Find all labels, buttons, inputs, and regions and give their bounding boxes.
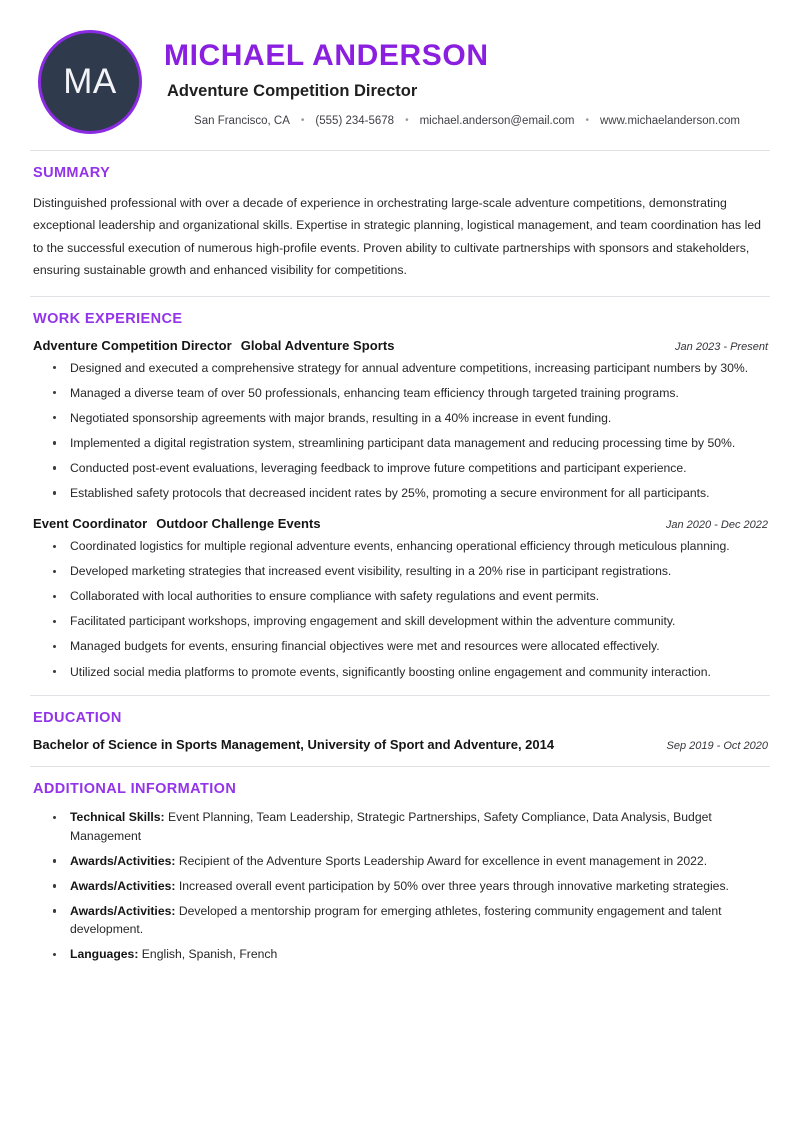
section-title-additional-information: ADDITIONAL INFORMATION xyxy=(33,781,237,798)
list-item: Implemented a digital registration system, streamlining participant data management and reducing processing time by 50%. xyxy=(52,434,770,453)
list-item: Managed budgets for events, ensuring financial objectives were met and resources were allocated effectively. xyxy=(52,637,770,656)
contact-line xyxy=(164,115,776,127)
section-work-experience xyxy=(30,297,770,682)
info-value: Developed a mentorship program for emerging athletes, fostering community engagement and talent development. xyxy=(70,903,722,937)
info-value: Recipient of the Adventure Sports Leadership Award for excellence in event management in 2022. xyxy=(178,853,708,868)
summary-text: Distinguished professional with over a decade of experience in orchestrating large-scale adventure competitions, demonstrating exceptional leadership and organizational skills. Expertise in strategic planning, logistical management, and team coordination has led to the successful execution of numerous high-profile events. Proven ability to cultivate partnerships with sponsors and stakeholders, ensuring sustainable growth and enhanced visibility for competitions. xyxy=(33,196,761,278)
section-additional-information xyxy=(30,767,770,964)
job-bullet-list xyxy=(30,359,770,503)
contact-separator-icon: • xyxy=(300,114,305,126)
job-heading xyxy=(33,516,321,531)
contact-phone[interactable]: (555) 234-5678 xyxy=(315,114,395,127)
job-dates: Jan 2020 - Dec 2022 xyxy=(665,519,768,532)
info-value: Event Planning, Team Leadership, Strategic Partnerships, Safety Compliance, Data Analysis, Budget Management xyxy=(70,810,712,843)
page-title: MICHAEL ANDERSON xyxy=(164,39,489,73)
list-item: Managed a diverse team of over 50 professionals, enhancing team efficiency through targeted training programs. xyxy=(52,384,770,403)
contact-email[interactable]: michael.anderson@email.com xyxy=(419,114,575,127)
list-item xyxy=(52,902,770,939)
list-item: Conducted post-event evaluations, leveraging feedback to improve future competitions and participant experience. xyxy=(52,459,770,478)
job-bullet-list xyxy=(30,537,770,681)
list-item xyxy=(52,808,770,845)
section-title-work-experience: WORK EXPERIENCE xyxy=(33,310,183,327)
job-heading xyxy=(33,338,395,353)
job-dates: Jan 2023 - Present xyxy=(675,340,768,353)
job-entry xyxy=(30,516,770,681)
avatar-initials: MA xyxy=(63,62,117,101)
additional-info-list xyxy=(30,808,770,964)
contact-separator-icon: • xyxy=(405,114,409,126)
list-item: Negotiated sponsorship agreements with major brands, resulting in a 40% increase in event funding. xyxy=(52,409,770,428)
section-education xyxy=(30,696,770,752)
job-company: Global Adventure Sports xyxy=(240,337,395,353)
contact-separator-icon: • xyxy=(585,114,589,126)
header-job-title: Adventure Competition Director xyxy=(167,81,418,100)
education-dates: Sep 2019 - Oct 2020 xyxy=(666,740,768,753)
job-header xyxy=(33,338,768,353)
education-degree: Bachelor of Science in Sports Management, University of Sport and Adventure, 2014 xyxy=(33,737,555,753)
list-item xyxy=(52,852,770,871)
job-position: Adventure Competition Director xyxy=(33,337,232,353)
job-company: Outdoor Challenge Events xyxy=(156,516,321,532)
contact-location: San Francisco, CA xyxy=(194,114,290,127)
list-item xyxy=(52,945,770,964)
education-entry xyxy=(33,737,768,752)
list-item: Facilitated participant workshops, improving engagement and skill development within the adventure community. xyxy=(52,612,770,631)
section-title-education: EDUCATION xyxy=(33,710,122,727)
info-label: Awards/Activities: xyxy=(70,853,176,868)
resume-header xyxy=(30,30,770,151)
section-title-summary: SUMMARY xyxy=(33,165,111,181)
info-value: English, Spanish, French xyxy=(141,947,278,962)
info-value: Increased overall event participation by 50% over three years through innovative marketing strategies. xyxy=(178,878,729,893)
list-item: Coordinated logistics for multiple regional adventure events, enhancing operational efficiency through meticulous planning. xyxy=(52,537,770,556)
list-item xyxy=(52,877,770,896)
info-label: Awards/Activities: xyxy=(70,903,176,918)
header-text-block xyxy=(142,37,770,126)
job-position: Event Coordinator xyxy=(33,516,148,532)
info-label: Languages: xyxy=(70,947,139,962)
list-item: Developed marketing strategies that increased event visibility, resulting in a 20% rise in participant registrations. xyxy=(52,562,770,581)
list-item: Utilized social media platforms to promote events, significantly boosting online engagement and community interaction. xyxy=(52,663,770,682)
job-entry xyxy=(30,338,770,503)
info-label: Awards/Activities: xyxy=(70,878,176,893)
avatar xyxy=(38,30,142,134)
list-item: Established safety protocols that decreased incident rates by 25%, promoting a secure environment for all participants. xyxy=(52,484,770,503)
job-header xyxy=(33,516,768,531)
contact-website[interactable]: www.michaelanderson.com xyxy=(599,114,740,127)
list-item: Collaborated with local authorities to ensure compliance with safety regulations and event permits. xyxy=(52,587,770,606)
section-summary xyxy=(30,151,770,282)
info-label: Technical Skills: xyxy=(70,810,165,825)
list-item: Designed and executed a comprehensive strategy for annual adventure competitions, increasing participant numbers by 30%. xyxy=(52,359,770,378)
